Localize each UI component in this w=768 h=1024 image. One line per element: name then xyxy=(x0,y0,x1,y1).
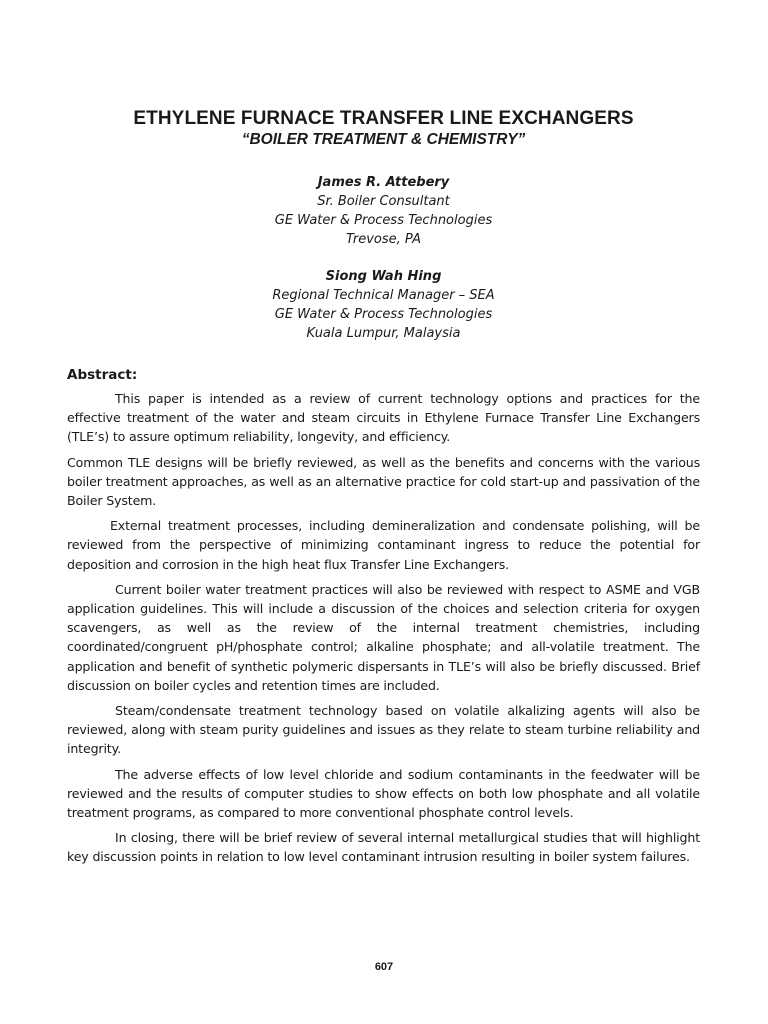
author-block-1 xyxy=(67,173,700,249)
author-title: Sr. Boiler Consultant xyxy=(317,194,450,209)
abstract-paragraph: Common TLE designs will be briefly reviewed, as well as the benefits and concerns with the various boiler treatment approaches, as well as an alternative practice for cold start-up and passivation of the Boiler System. xyxy=(67,454,700,509)
author-organization: GE Water & Process Technologies xyxy=(274,213,493,228)
author-block-2 xyxy=(67,267,700,343)
author-title: Regional Technical Manager – SEA xyxy=(272,288,495,303)
abstract-paragraph: This paper is intended as a review of current technology options and practices for the effective treatment of the water and steam circuits in Ethylene Furnace Transfer Line Exchangers (TLE’s) to assure optimum reliability, longevity, and efficiency. xyxy=(67,391,700,445)
author-location: Trevose, PA xyxy=(345,232,422,247)
abstract-paragraph: Steam/condensate treatment technology based on volatile alkalizing agents will also be reviewed, along with steam purity guidelines and issues as they relate to steam turbine reliability and integrity. xyxy=(67,703,700,757)
author-name: Siong Wah Hing xyxy=(325,269,442,284)
paper-subtitle: “BOILER TREATMENT & CHEMISTRY” xyxy=(241,131,526,148)
author-name: James R. Attebery xyxy=(317,175,450,190)
page-number: 607 xyxy=(374,961,394,973)
author-organization: GE Water & Process Technologies xyxy=(274,307,493,322)
abstract-paragraph: The adverse effects of low level chloride and sodium contaminants in the feedwater will be reviewed and the results of computer studies to show effects on both low phosphate and all volatile treatment programs, as compared to more conventional phosphate control levels. xyxy=(67,766,700,821)
paper-title: ETHYLENE FURNACE TRANSFER LINE EXCHANGERS xyxy=(133,108,634,129)
paper-page xyxy=(67,108,700,867)
author-location: Kuala Lumpur, Malaysia xyxy=(306,326,461,341)
abstract-paragraph: Current boiler water treatment practices will also be reviewed with respect to ASME and VGB application guidelines. This will include a discussion of the choices and selection criteria for oxygen scavengers, as well as the review of the internal treatment chemistries, including coordinated/congruent pH/phosphate control; alkaline phosphate; and all-volatile treatment. The application and benefit of synthetic polymeric dispersants in TLE’s will also be briefly discussed. Brief discussion on boiler cycles and retention times are included. xyxy=(67,581,700,693)
abstract-heading: Abstract: xyxy=(67,367,138,383)
abstract-paragraph: External treatment processes, including demineralization and condensate polishing, will be reviewed from the perspective of minimizing contaminant ingress to reduce the potential for deposition and corrosion in the high heat flux Transfer Line Exchangers. xyxy=(67,518,700,572)
abstract-paragraph: In closing, there will be brief review of several internal metallurgical studies that will highlight key discussion points in relation to low level contaminant intrusion resulting in boiler system failures. xyxy=(67,830,700,865)
